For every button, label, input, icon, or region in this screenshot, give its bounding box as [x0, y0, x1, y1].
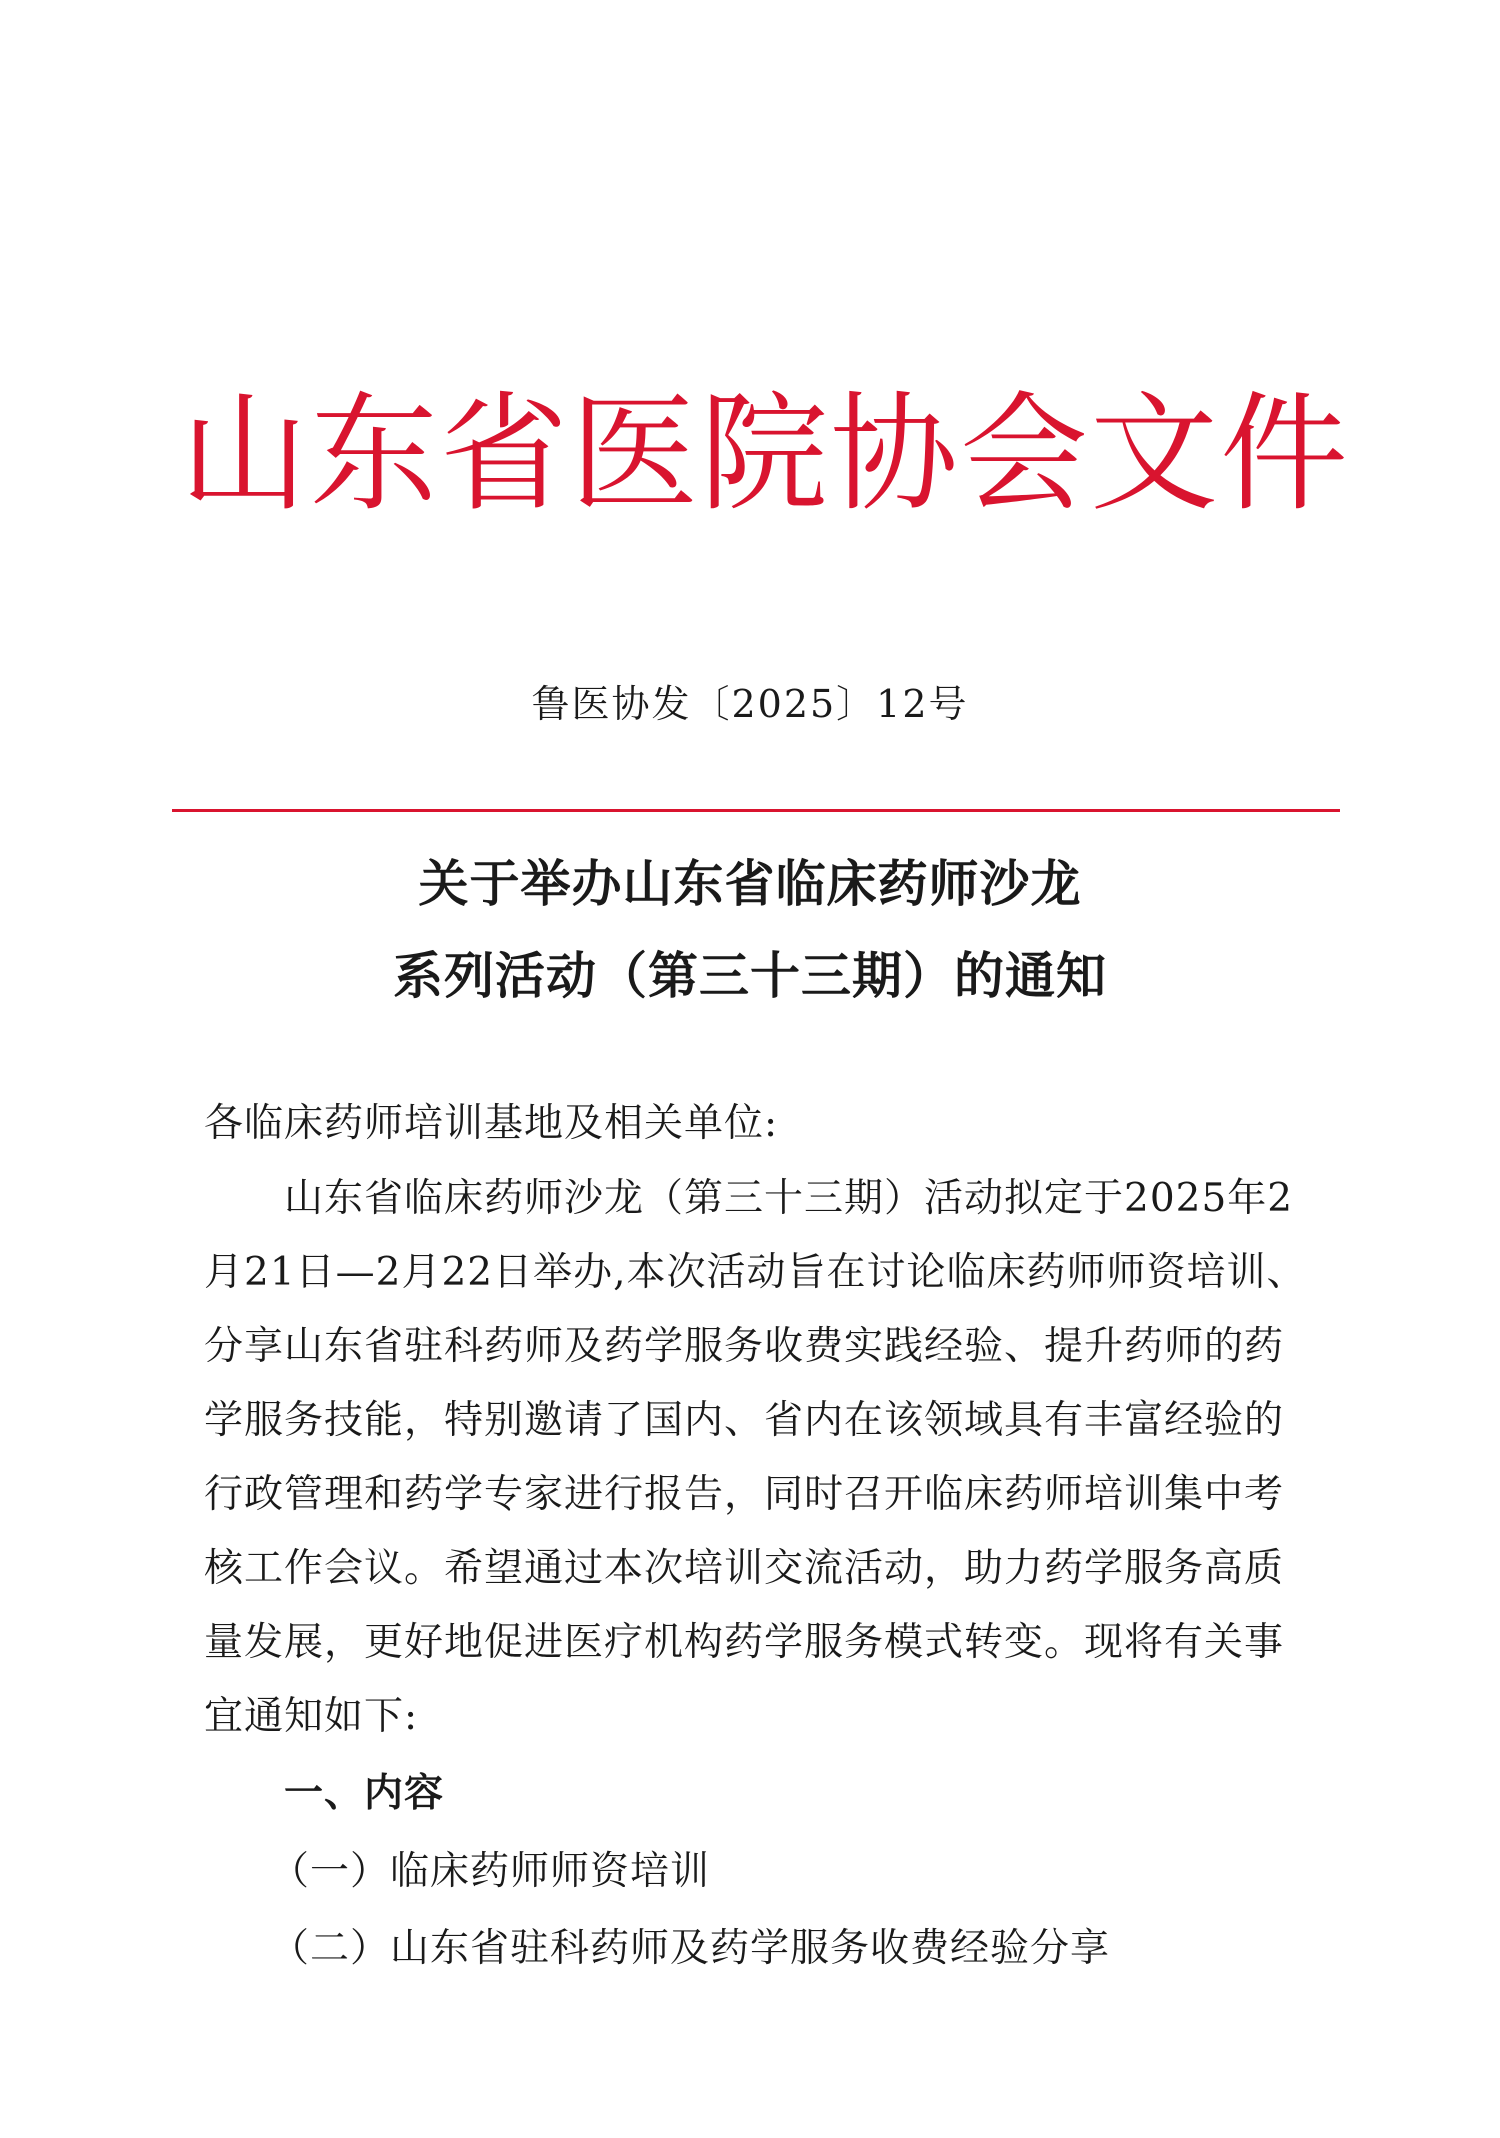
list-item: （一）临床药师师资培训 — [270, 1849, 711, 1894]
paragraph-line: 宜通知如下: — [204, 1694, 419, 1739]
paragraph-line: 量发展，更好地促进医疗机构药学服务模式转变。现将有关事 — [204, 1620, 1285, 1665]
paragraph-line: 行政管理和药学专家进行报告，同时召开临床药师培训集中考 — [204, 1472, 1285, 1517]
salutation: 各临床药师培训基地及相关单位: — [204, 1101, 779, 1146]
body-paragraph — [204, 1162, 1334, 1754]
list-item: （二）山东省驻科药师及药学服务收费经验分享 — [270, 1926, 1111, 1971]
paragraph-line: 分享山东省驻科药师及药学服务收费实践经验、提升药师的药 — [204, 1324, 1285, 1369]
paragraph-line: 学服务技能，特别邀请了国内、省内在该领域具有丰富经验的 — [204, 1398, 1285, 1443]
notice-title-line-1: 关于举办山东省临床药师沙龙 — [418, 855, 1082, 913]
document-number: 鲁医协发〔2025〕12号 — [531, 682, 969, 726]
section-heading-content: 一、内容 — [284, 1771, 445, 1816]
paragraph-line: 核工作会议。希望通过本次培训交流活动，助力药学服务高质 — [204, 1546, 1285, 1591]
notice-title-line-2: 系列活动（第三十三期）的通知 — [393, 947, 1107, 1005]
header-red-rule — [172, 809, 1340, 812]
paragraph-line: 山东省临床药师沙龙（第三十三期）活动拟定于2025年2 — [284, 1176, 1294, 1221]
document-header-title: 山东省医院协会文件 — [180, 380, 1351, 529]
paragraph-line: 月21日—2月22日举办,本次活动旨在讨论临床药师师资培训、 — [204, 1250, 1307, 1295]
